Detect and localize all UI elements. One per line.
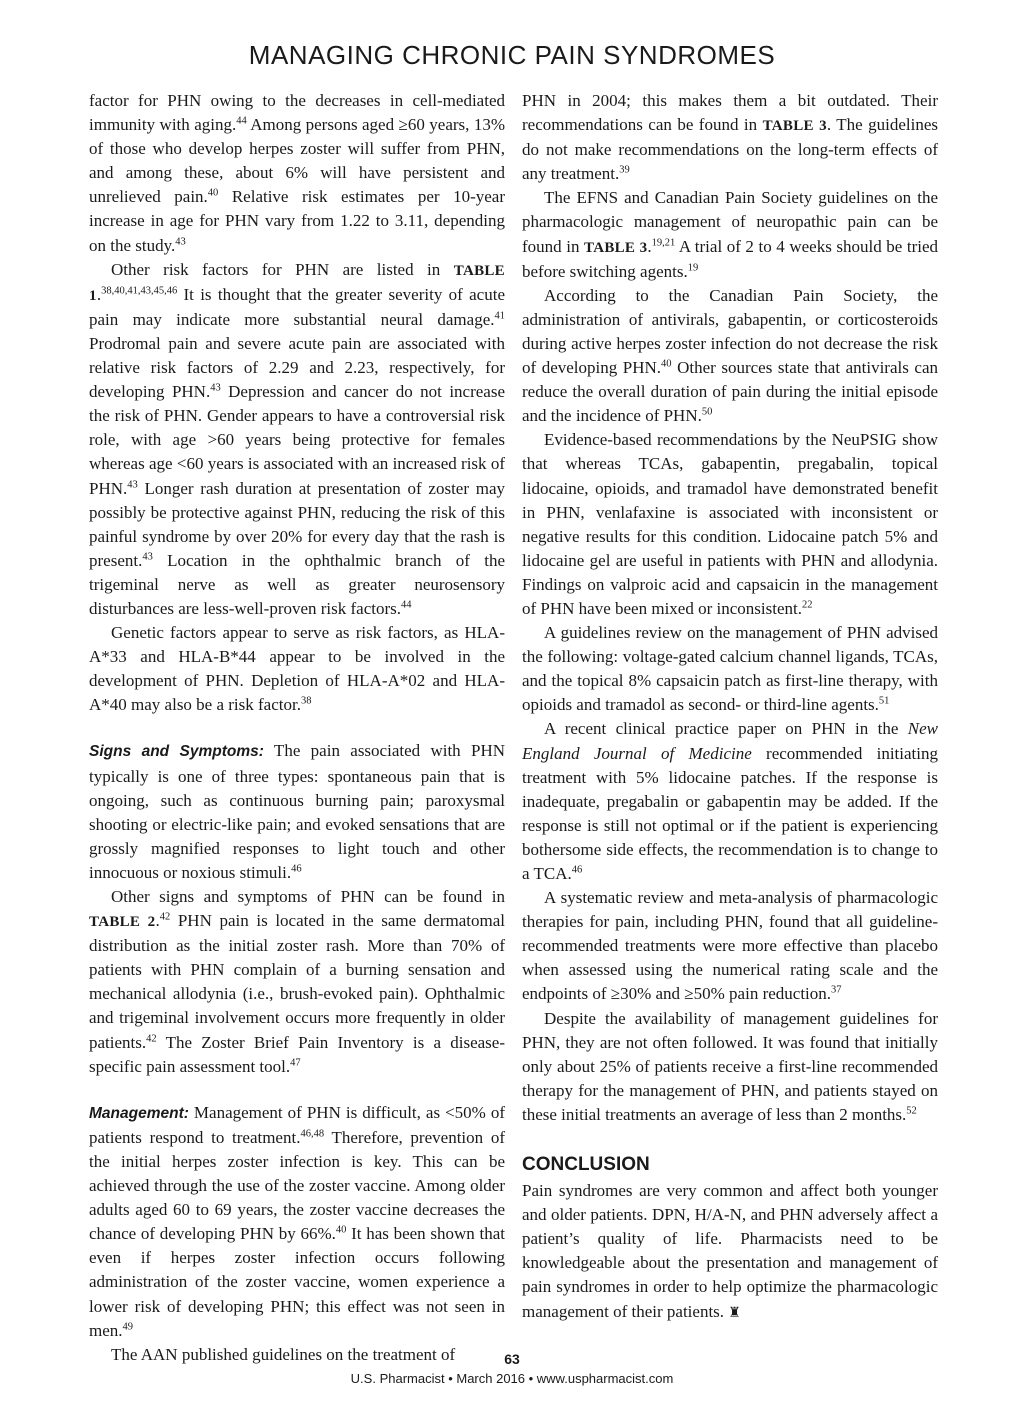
paragraph: A guidelines review on the management of PHN advised the following: voltage-gated calcium channel ligands, TCAs, and the topical 8% capsaicin patch as first-line therapy, with opioids and tramadol as second- or third-line agents.$^{51}$ bbox=[522, 623, 938, 715]
paragraph: According to the Canadian Pain Society, the administration of antivirals, gabapentin, or corticosteroids during active herpes zoster infection do not decrease the risk of developing PHN.$^{40}$ Other sources state that antivirals can reduce the overall duration of pain during the initial episode and the incidence of PHN.$^{50}$ bbox=[522, 285, 938, 426]
publication-line: U.S. Pharmacist • March 2016 • www.uspharmacist.com bbox=[350, 1371, 674, 1386]
paragraph: A recent clinical practice paper on PHN in the New England Journal of Medicine recommended initiating treatment with 5% lidocaine patches. If the response is inadequate, pregabalin or gabapentin may be added. If the response is still not optimal or if the patient is experiencing bothersome side effects, the recommendation is to change to a TCA.$^{46}$ bbox=[522, 719, 938, 883]
paragraph: Other signs and symptoms of PHN can be found in TABLE 2.42 PHN pain is located in the same dermatomal distribution as the initial zoster rash. More than 70% of patients with PHN complain of a burning sensation and mechanical allodynia (i.e., brush-evoked pain). Ophthalmic and trigeminal involvement occurs more frequently in older patients.$^{42}$ The Zoster Brief Pain Inventory is a disease-specific pain assessment tool.$^{47}$ bbox=[89, 887, 506, 1076]
paragraph: Genetic factors appear to serve as risk factors, as HLA-A*33 and HLA-B*44 appear to be involved in the development of PHN. Depletion of HLA-A*02 and HLA-A*40 may also be a risk factor.$^{38}$ bbox=[89, 623, 505, 715]
journal-title: New England Journal of Medicine bbox=[522, 719, 938, 763]
paragraph: Despite the availability of management guidelines for PHN, they are not often followed. It was found that initially only about 25% of patients receive a first-line recommended therapy for the management of PHN, and patients stayed on these initial treatments an average of less than 2 months.$^{52}$ bbox=[522, 1008, 938, 1124]
paragraph: Management: Management of PHN is difficult, as <50% of patients respond to treatment.$^{46,48}$ Therefore, prevention of the initial herpes zoster infection is key. This can be achieved through the use of the zoster vaccine. Among older adults aged 60 to 69 years, the zoster vaccine decreases the chance of developing PHN by 66%.$^{40}$ It has been shown that even if herpes zoster infection occurs following administration of the zoster vaccine, women experience a lower risk of developing PHN; this effect was not seen in men.$^{49}$ bbox=[89, 1102, 505, 1340]
end-mark-icon: ♜ bbox=[728, 1305, 741, 1321]
paragraph: The EFNS and Canadian Pain Society guidelines on the pharmacologic management of neuropathic pain can be found in TABLE 3.$^{19,21}$ A trial of 2 to 4 weeks should be tried before switching agents.$^{19}$ bbox=[522, 188, 939, 281]
right-column bbox=[522, 89, 938, 1326]
paragraph: PHN in 2004; this makes them a bit outdated. Their recommendations can be found in TABLE 3. The guidelines do not make recommendations on the long-term effects of any treatment.$^{39}$ bbox=[522, 91, 939, 184]
page-footer bbox=[0, 1350, 1024, 1388]
table-reference: TABLE 3 bbox=[762, 118, 827, 135]
conclusion-paragraph: Pain syndromes are very common and affect both younger and older patients. DPN, H/A-N, and PHN adversely affect a patient’s quality of life. Pharmacists need to be knowledgeable about the presentation and management of pain syndromes in order to help optimize the pharmacologic management of their patients. ♜ bbox=[522, 1181, 938, 1321]
conclusion-heading: CONCLUSION bbox=[522, 1154, 650, 1176]
paragraph: factor for PHN owing to the decreases in cell-mediated immunity with aging.$^{44}$ Among persons aged ≥60 years, 13% of those who develop herpes zoster will suffer from PHN, and among these, about 6% will have persistent and unrelieved pain.$^{40}$ Relative risk estimates per 10-year increase in age for PHN vary from 1.22 to 3.11, depending on the study.$^{43}$ bbox=[89, 91, 505, 255]
left-column bbox=[89, 89, 505, 1367]
paragraph: A systematic review and meta-analysis of pharmacologic therapies for pain, including PHN, found that all guideline-recommended treatments were more effective than placebo when assessed using the numerical rating scale and the endpoints of ≥30% and ≥50% pain reduction.$^{37}$ bbox=[522, 888, 938, 1004]
running-title: MANAGING CHRONIC PAIN SYNDROMES bbox=[248, 40, 776, 70]
table-reference: TABLE 1 bbox=[89, 262, 505, 304]
paragraph: The AAN published guidelines on the treatment of bbox=[111, 1344, 456, 1364]
paragraph: Other risk factors for PHN are listed in TABLE 1.$^{38,40,41,43,45,46}$ It is thought that the greater severity of acute pain may indicate more substantial neural damage.$^{41}$ Prodromal pain and severe acute pain are associated with relative risk factors of 2.29 and 2.23, respectively, for developing PHN.$^{43}$ Depression and cancer do not increase the risk of PHN. Gender appears to have a controversial risk role, with age >60 years being protective for females whereas age <60 years is associated with an increased risk of PHN.$^{43}$ Longer rash duration at presentation of zoster may possibly be protective against PHN, reducing the risk of this painful syndrome by over 20% for every day that the rash is present.$^{43}$ Location in the ophthalmic branch of the trigeminal nerve as well as greater neurosensory disturbances are less-well-proven risk factors.$^{44}$ bbox=[89, 259, 505, 618]
subheading-management: Management: bbox=[89, 1104, 189, 1122]
paragraph: Evidence-based recommendations by the NeuPSIG show that whereas TCAs, gabapentin, pregabalin, topical lidocaine, opioids, and tramadol have demonstrated benefit in PHN, venlafaxine is associated with inconsistent or negative results for this condition. Lidocaine patch 5% and lidocaine gel are useful in patients with PHN and allodynia. Findings on valproic acid and capsaicin in the management of PHN have been mixed or inconsistent.$^{22}$ bbox=[522, 430, 938, 618]
subheading-signs-symptoms: Signs and Symptoms: bbox=[89, 743, 264, 761]
paragraph: Signs and Symptoms: The pain associated with PHN typically is one of three types: spontaneous pain that is ongoing, such as continuous burning pain; paroxysmal shooting or electric-like pain; and evoked sensations that are grossly magnified responses to light touch and other innocuous or noxious stimuli.$^{46}$ bbox=[89, 741, 505, 882]
table-reference: TABLE 2 bbox=[89, 914, 156, 931]
page-number: 63 bbox=[504, 1351, 520, 1367]
table-reference: TABLE 3 bbox=[584, 239, 648, 256]
